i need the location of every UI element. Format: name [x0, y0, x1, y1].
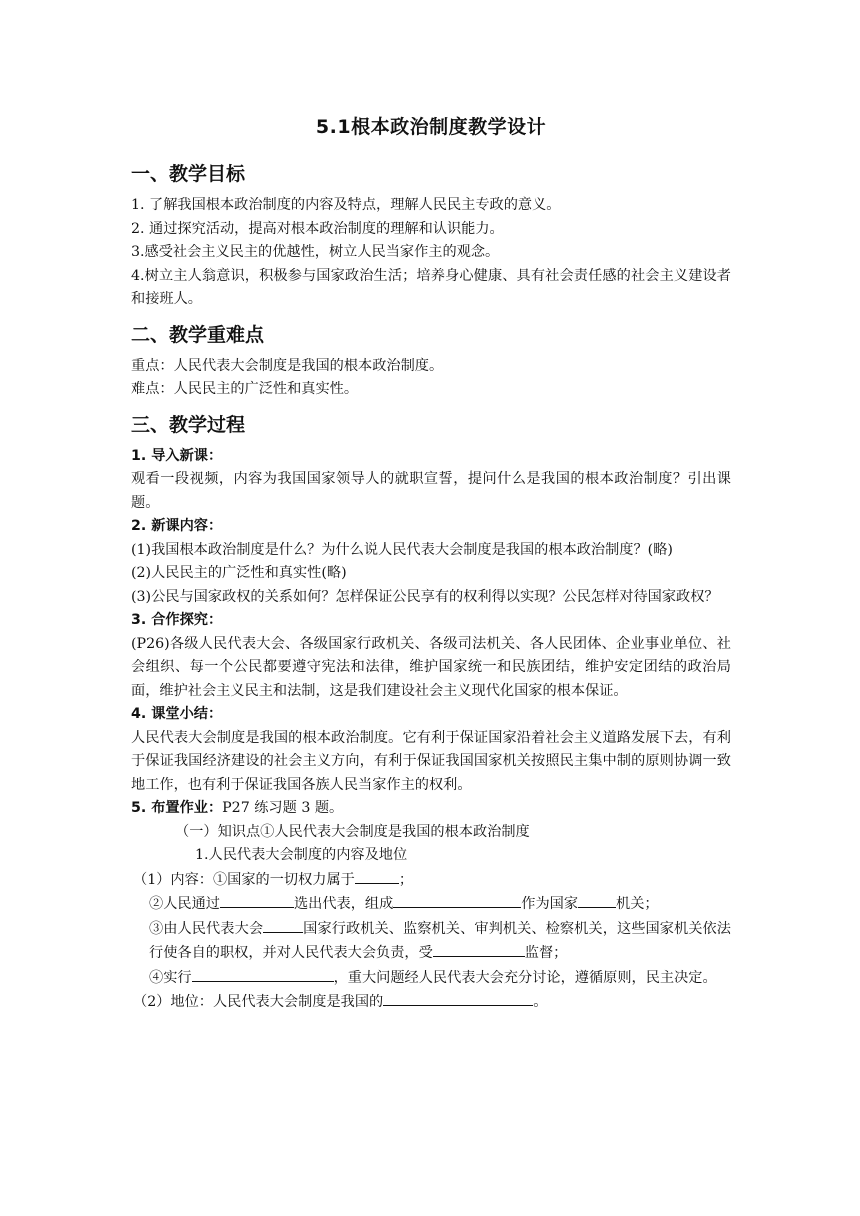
fill-blank-text: 机关； — [616, 896, 659, 912]
fill-blank-line — [131, 868, 731, 893]
process-step-text: (1)我国根本政治制度是什么？为什么说人民代表大会制度是我国的根本政治制度？(略) — [131, 541, 673, 558]
answer-blank[interactable] — [383, 990, 533, 1006]
key-point-item: 重点：人民代表大会制度是我国的根本政治制度。 — [131, 357, 444, 374]
homework-text: P27 练习题 3 题。 — [222, 800, 344, 816]
document-title: 5.1根本政治制度教学设计 — [315, 116, 547, 138]
key-point-item: 难点：人民民主的广泛性和真实性。 — [131, 381, 359, 397]
answer-blank[interactable] — [433, 941, 525, 957]
fill-blank-line — [131, 892, 731, 917]
fill-blank-text: 选出代表，组成 — [293, 896, 394, 912]
process-step-title: 3. 合作探究： — [131, 612, 223, 628]
fill-blank-line — [131, 990, 731, 1015]
process-step-text: (P26)各级人民代表大会、各级国家行政机关、各级司法机关、各人民团体、企业事业单位、社会组织、每一个公民都要遵守宪法和法律，维护国家统一和民族团结，维护安定团结的政治局面，维护社会主义民主和法制，这是我们建设社会主义现代化国家的根本保证。 — [131, 635, 731, 699]
fill-blank-text: ②人民通过 — [149, 896, 220, 912]
process-step-title: 4. 课堂小结： — [131, 706, 223, 722]
answer-blank[interactable] — [192, 966, 334, 982]
fill-blank-line — [131, 966, 731, 991]
process-step-text: (3)公民与国家政权的关系如何？怎样保证公民享有的权利得以实现？公民怎样对待国家政权？ — [131, 588, 719, 605]
fill-blank-text: ； — [398, 871, 414, 888]
fill-blank-text: ④实行 — [149, 969, 192, 986]
fill-blank-text: （2）地位：人民代表大会制度是我国的 — [133, 994, 384, 1010]
fill-blank-text: 作为国家 — [521, 896, 579, 912]
fill-blank-text: ③由人民代表大会 — [149, 920, 264, 937]
goal-item: 2. 通过探究活动，提高对根本政治制度的理解和认识能力。 — [131, 220, 504, 237]
section-heading-key-points: 二、教学重难点 — [131, 323, 265, 346]
fill-blank-text: （1）内容：①国家的一切权力属于 — [133, 871, 355, 888]
goal-item: 4.树立主人翁意识，积极参与国家政治生活；培养身心健康、具有社会责任感的社会主义建设者和接班人。 — [131, 267, 731, 307]
process-step-title: 5. 布置作业： — [131, 800, 223, 816]
goal-item: 1. 了解我国根本政治制度的内容及特点，理解人民民主专政的意义。 — [131, 197, 561, 213]
process-step-title: 1. 导入新课： — [131, 447, 223, 464]
answer-blank[interactable] — [355, 868, 399, 884]
section-heading-goals: 一、教学目标 — [131, 163, 246, 185]
fill-blank-text: 国家行政机关、监察机关、审判机关、检察机关，这些国家机关依法行使各自的职权，并对人民代表大会负责，受 — [149, 920, 731, 961]
fill-blank-text: 监督； — [524, 945, 568, 961]
document-body — [131, 112, 731, 1015]
process-step-text: (2)人民民主的广泛性和真实性(略) — [131, 565, 347, 581]
answer-blank[interactable] — [578, 892, 616, 908]
process-step-text: 人民代表大会制度是我国的根本政治制度。它有利于保证国家沿着社会主义道路发展下去，有利于保证我国经济建设的社会主义方向，有利于保证我国国家机关按照民主集中制的原则协调一致地工作，也有利于保证我国各族人民当家作主的权利。 — [131, 729, 731, 793]
fill-blank-text: ，重大问题经人民代表大会充分讨论，遵循原则，民主决定。 — [333, 969, 717, 986]
fill-blank-text: 。 — [533, 994, 548, 1010]
goal-item: 3.感受社会主义民主的优越性，树立人民当家作主的观念。 — [131, 244, 500, 260]
homework-line — [131, 797, 731, 821]
answer-blank[interactable] — [220, 892, 294, 908]
answer-blank[interactable] — [393, 892, 521, 908]
fill-blank-line — [131, 917, 731, 966]
process-step-text: 观看一段视频，内容为我国国家领导人的就职宣誓，提问什么是我国的根本政治制度？引出课题。 — [131, 471, 731, 511]
knowledge-subheading: 1.人民代表大会制度的内容及地位 — [195, 847, 408, 863]
process-step-title: 2. 新课内容： — [131, 518, 223, 534]
answer-blank[interactable] — [263, 917, 303, 933]
knowledge-point-heading: （一）知识点①人民代表大会制度是我国的根本政治制度 — [175, 823, 530, 840]
section-heading-process: 三、教学过程 — [131, 413, 246, 436]
